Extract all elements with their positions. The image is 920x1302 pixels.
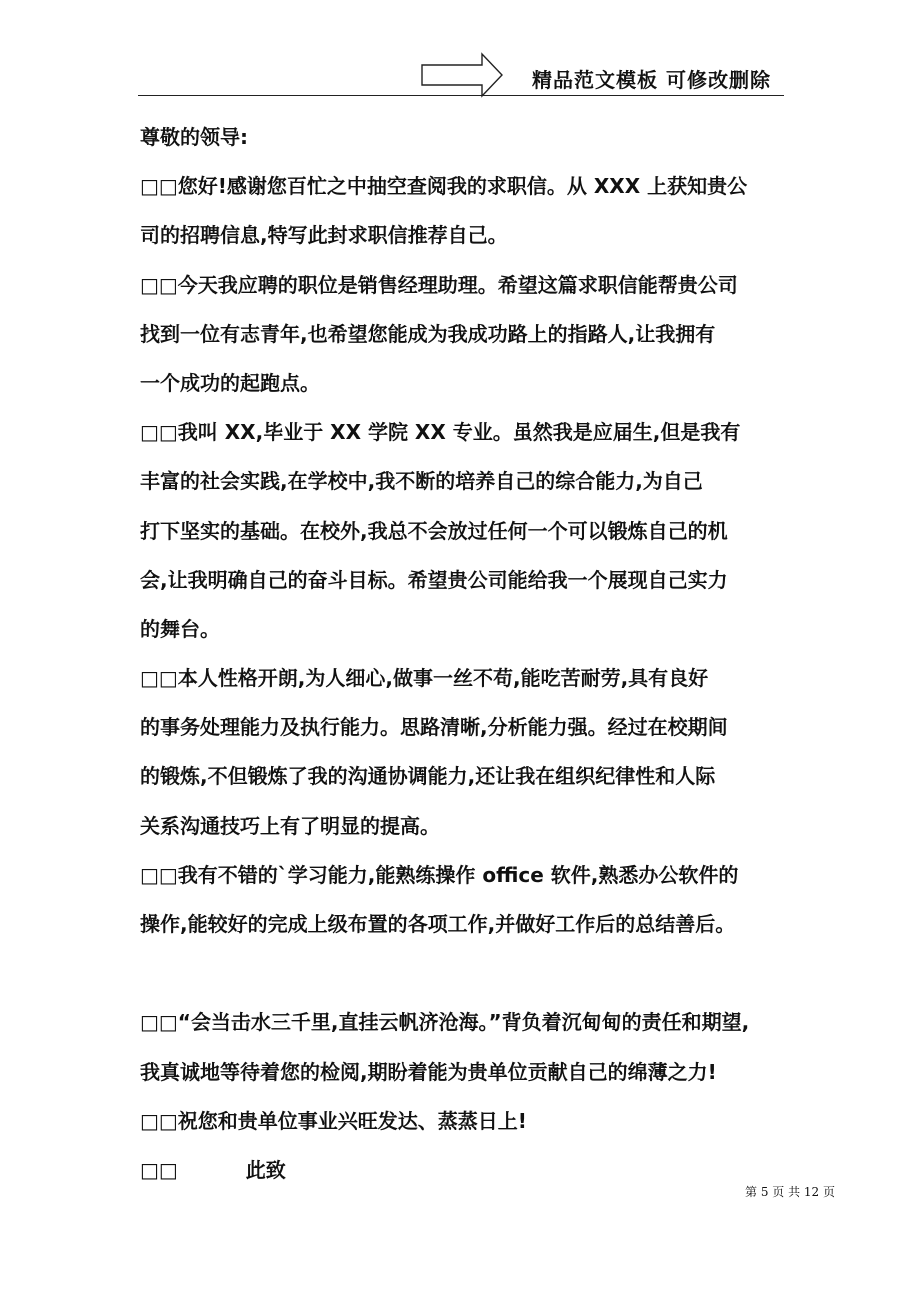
paragraph-3-line-1: □□我叫 XX,毕业于 XX 学院 XX 专业。虽然我是应届生,但是我有 xyxy=(140,420,741,445)
paragraph-4-line-3: 的锻炼,不但锻炼了我的沟通协调能力,还让我在组织纪律性和人际 xyxy=(140,764,716,789)
paragraph-6-line-2: 我真诚地等待着您的检阅,期盼着能为贵单位贡献自己的绵薄之力! xyxy=(140,1059,717,1084)
paragraph-4-line-4: 关系沟通技巧上有了明显的提高。 xyxy=(140,813,440,838)
letter-body xyxy=(140,113,788,1195)
paragraph-1-line-2: 司的招聘信息,特写此封求职信推荐自己。 xyxy=(140,223,508,248)
arrow-icon xyxy=(420,52,504,98)
paragraph-4-line-2: 的事务处理能力及执行能力。思路清晰,分析能力强。经过在校期间 xyxy=(140,715,728,740)
paragraph-3-line-5: 的舞台。 xyxy=(140,616,220,641)
greeting: 尊敬的领导: xyxy=(140,125,248,149)
paragraph-2-line-3: 一个成功的起跑点。 xyxy=(140,370,320,395)
closing-salutation: 此致 xyxy=(245,1157,286,1182)
paragraph-7: □□祝您和贵单位事业兴旺发达、蒸蒸日上! xyxy=(140,1108,527,1133)
paragraph-2-line-1: □□今天我应聘的职位是销售经理助理。希望这篇求职信能帮贵公司 xyxy=(140,272,738,297)
paragraph-5-line-2: 操作,能较好的完成上级布置的各项工作,并做好工作后的总结善后。 xyxy=(140,912,736,936)
paragraph-3-line-2: 丰富的社会实践,在学校中,我不断的培养自己的综合能力,为自己 xyxy=(140,469,703,494)
header-divider xyxy=(138,95,784,96)
paragraph-spacer xyxy=(140,949,788,998)
header-title: 精品范文模板 可修改删除 xyxy=(532,68,771,92)
paragraph-1-line-1: □□您好!感谢您百忙之中抽空查阅我的求职信。从 XXX 上获知贵公 xyxy=(140,174,748,199)
page-number: 第 5 页 共 12 页 xyxy=(745,1185,835,1199)
paragraph-2-line-2: 找到一位有志青年,也希望您能成为我成功路上的指路人,让我拥有 xyxy=(140,321,716,346)
paragraph-3-line-4: 会,让我明确自己的奋斗目标。希望贵公司能给我一个展现自己实力 xyxy=(140,567,728,592)
paragraph-5-line-1: □□我有不错的`学习能力,能熟练操作 office 软件,熟悉办公软件的 xyxy=(140,862,739,887)
paragraph-6-line-1: □□“会当击水三千里,直挂云帆济沧海。”背负着沉甸甸的责任和期望, xyxy=(140,1010,750,1035)
paragraph-3-line-3: 打下坚实的基础。在校外,我总不会放过任何一个可以锻炼自己的机 xyxy=(140,518,728,543)
closing-line xyxy=(140,1146,788,1195)
paragraph-4-line-1: □□本人性格开朗,为人细心,做事一丝不苟,能吃苦耐劳,具有良好 xyxy=(140,666,709,691)
closing-indent: □□ xyxy=(140,1157,178,1182)
